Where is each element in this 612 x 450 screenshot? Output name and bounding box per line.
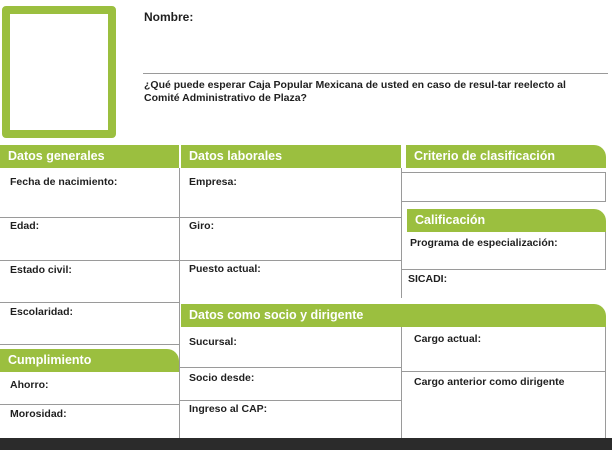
divider <box>180 367 402 368</box>
field-fecha-nacimiento: Fecha de nacimiento: <box>10 176 118 188</box>
right-border <box>605 172 606 202</box>
field-ingreso-cap: Ingreso al CAP: <box>189 403 268 415</box>
field-escolaridad: Escolaridad: <box>10 306 74 318</box>
column-divider <box>179 168 180 438</box>
divider <box>402 201 606 202</box>
divider <box>180 260 402 261</box>
right-border <box>605 327 606 438</box>
field-sucursal: Sucursal: <box>189 336 237 348</box>
datos-laborales-header: Datos laborales <box>181 145 401 168</box>
field-programa-especializacion: Programa de especialización: <box>410 237 558 249</box>
column-divider <box>401 168 402 298</box>
field-sicadi: SICADI: <box>408 273 448 285</box>
field-estado-civil: Estado civil: <box>10 264 72 276</box>
calificacion-header: Calificación <box>407 209 606 232</box>
divider <box>180 400 402 401</box>
field-puesto-actual: Puesto actual: <box>189 263 261 275</box>
field-ahorro: Ahorro: <box>10 379 49 391</box>
question-text: ¿Qué puede esperar Caja Popular Mexicana de usted en caso de resul-tar reelecto al Comité Administrativo de Plaza? <box>144 79 566 104</box>
field-edad: Edad: <box>10 220 40 232</box>
name-line <box>143 73 608 74</box>
field-socio-desde: Socio desde: <box>189 372 255 384</box>
name-label: Nombre: <box>144 10 194 24</box>
divider <box>0 217 179 218</box>
divider <box>402 371 606 372</box>
field-empresa: Empresa: <box>189 176 237 188</box>
divider <box>0 344 179 345</box>
field-cargo-anterior: Cargo anterior como dirigente <box>414 376 565 388</box>
divider <box>402 269 606 270</box>
cumplimiento-header: Cumplimiento <box>0 349 179 372</box>
divider <box>180 217 402 218</box>
divider <box>0 302 179 303</box>
photo-frame <box>2 6 116 138</box>
socio-dirigente-header: Datos como socio y dirigente <box>181 304 606 327</box>
field-giro: Giro: <box>189 220 215 232</box>
column-divider <box>401 327 402 438</box>
datos-generales-header: Datos generales <box>0 145 179 168</box>
field-cargo-actual: Cargo actual: <box>414 333 482 345</box>
bottom-bar <box>0 438 612 450</box>
divider <box>0 404 179 405</box>
divider <box>0 260 179 261</box>
criterio-header: Criterio de clasificación <box>406 145 606 168</box>
divider <box>402 172 606 173</box>
right-border <box>605 232 606 270</box>
field-morosidad: Morosidad: <box>10 408 67 420</box>
